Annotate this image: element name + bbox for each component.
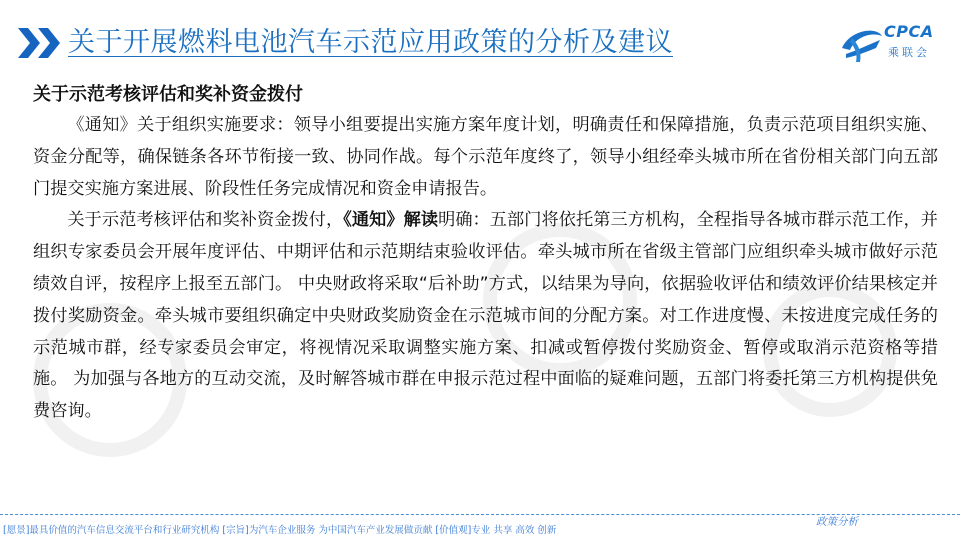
paragraph-rest-text: 明确：五部门将依托第三方机构，全程指导各城市群示范工作，并组织专家委员会开展年度评估、中期评估和示范期结束验收评估。牵头城市所在省级主管部门应组织牵头城市做好示范绩效自评，按程序上报至五部门。 中央财政将采取“后补助”方式，以结果为导向，依据验收评估和绩效评价结果核定并拨付奖励资金。牵头城市要组织确定中央财政奖励资金在示范城市间的分配方案。对工作进度慢、未按进度完成任务的示范城市群，经专家委员会审定，将视情况采取调整实施方案、扣减或暂停拨付奖励资金、暂停或取消示范资格等措施。 为加强与各地方的互动交流，及时解答城市群在申报示范过程中面临的疑难问题，五部门将委托第三方机构提供免费咨询。 (33, 210, 938, 422)
paragraph-organization: 《通知》关于组织实施要求：领导小组要提出实施方案年度计划，明确责任和保障措施，负责示范项目组织实施、资金分配等，确保链条各环节衔接一致、协同作战。每个示范年度终了，领导小组经牵头城市所在省份相关部门向五部门提交实施方案进展、阶段性任务完成情况和资金申请报告。 (33, 115, 938, 199)
paragraph-bold-text: 《通知》解读 (343, 210, 439, 231)
section-heading: 关于示范考核评估和奖补资金拨付 (33, 84, 303, 105)
page-title: 关于开展燃料电池汽车示范应用政策的分析及建议 (68, 27, 673, 58)
paragraph-lead-text: 关于示范考核评估和奖补资金拨付， (67, 210, 344, 231)
main-content (33, 80, 938, 428)
footer-section-label: 政策分析 (816, 516, 858, 528)
double-chevron-icon (18, 28, 64, 58)
page-header (0, 20, 960, 72)
logo-subtext: 乘联会 (888, 46, 930, 59)
logo-text: CPCA (884, 22, 934, 41)
footer-slogan: [愿景]最具价值的汽车信息交流平台和行业研究机构 [宗旨]为汽车企业服务 为中国汽车产业发展做贡献 [价值观]专业 共享 高效 创新 (3, 525, 557, 536)
paragraph-evaluation (33, 205, 938, 428)
